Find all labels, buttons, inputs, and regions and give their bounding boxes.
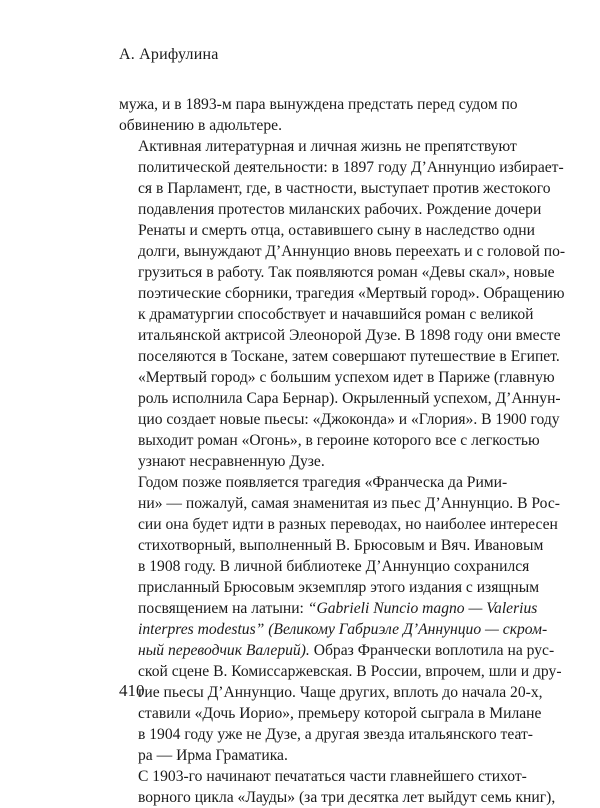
paragraph-4 xyxy=(119,766,556,808)
text-line: Годом позже появляется трагедия «Франческа да Рими- xyxy=(138,474,508,491)
text-line: ся в Парламент, где, в частности, выступает против жестокого xyxy=(138,180,551,197)
text-line: обвинению в адюльтере. xyxy=(119,117,282,134)
dedication-translation: (Великому Габриэле Д’Аннунцио — скром- xyxy=(264,621,548,638)
text-line xyxy=(119,640,555,661)
text-line: в 1908 году. В личной библиотеке Д’Аннунцио сохранился xyxy=(138,558,530,575)
text-line: в 1904 году уже не Дузе, а другая звезда итальянского теат- xyxy=(138,726,533,743)
paragraph-2 xyxy=(119,136,566,472)
text-line: ни» — пожалуй, самая знаменитая из пьес Д’Аннунцио. В Рос- xyxy=(138,495,560,512)
text-line: роль исполнила Сара Бернар). Окрыленный успехом, Д’Аннун- xyxy=(138,390,561,407)
running-head: А. Арифулина xyxy=(119,46,219,63)
text-line: «Мертвый город» с большим успехом идет в Париже (главную xyxy=(138,369,555,386)
text-line: Ренаты и смерть отца, оставившего сыну в наследство одни xyxy=(138,222,535,239)
text-line: сии она будет идти в разных переводах, но наиболее интересен xyxy=(138,516,558,533)
text-line: долги, вынуждают Д’Аннунцио вновь переехать и с головой по- xyxy=(138,243,566,260)
page-number: 410 xyxy=(119,681,145,700)
text-line: гие пьесы Д’Аннунцио. Чаще других, вплоть до начала 20-х, xyxy=(138,684,543,701)
paragraph-1 xyxy=(119,94,518,136)
text-line: ставили «Дочь Иорио», премьеру которой сыграла в Милане xyxy=(138,705,542,722)
text-line: политической деятельности: в 1897 году Д’Аннунцио избирает- xyxy=(138,159,564,176)
latin-dedication: “Gabrieli Nuncio magno — Valerius xyxy=(307,600,538,617)
text-line xyxy=(119,619,548,640)
text-line: мужа, и в 1893-м пара вынуждена предстать перед судом по xyxy=(119,96,518,113)
text-line: грузиться в работу. Так появляются роман «Девы скал», новые xyxy=(138,264,555,281)
text-line: стихотворный, выполненный В. Брюсовым и Вяч. Ивановым xyxy=(138,537,544,554)
text-line xyxy=(119,598,538,619)
text-line: ра — Ирма Граматика. xyxy=(138,747,288,764)
text-line-roman: посвящением на латыни: xyxy=(138,600,304,617)
latin-dedication: interpres modestus” xyxy=(138,621,265,638)
text-line: присланный Брюсовым экземпляр этого издания с изящным xyxy=(138,579,540,596)
dedication-translation: ный переводчик Валерий). xyxy=(138,642,310,659)
text-line-roman: Образ Франчески воплотила на рус- xyxy=(309,642,555,659)
text-line: С 1903-го начинают печататься части главнейшего стихот- xyxy=(138,768,527,785)
paragraph-3 xyxy=(119,472,562,766)
text-line: итальянской актрисой Элеонорой Дузе. В 1898 году они вместе xyxy=(138,327,561,344)
body-text xyxy=(119,94,566,808)
text-line: узнают несравненную Дузе. xyxy=(138,453,325,470)
text-line: к драматургии способствует и начавшийся роман с великой xyxy=(138,306,534,323)
text-line: ворного цикла «Лауды» (за три десятка лет выйдут семь книг), xyxy=(138,789,556,806)
text-line: поэтические сборники, трагедия «Мертвый город». Обращению xyxy=(138,285,565,302)
text-line: Активная литературная и личная жизнь не препятствуют xyxy=(138,138,517,155)
text-line: цио создает новые пьесы: «Джоконда» и «Глория». В 1900 году xyxy=(138,411,560,428)
text-line: подавления протестов миланских рабочих. Рождение дочери xyxy=(138,201,542,218)
text-line: ской сцене В. Комиссаржевская. В России, впрочем, шли и дру- xyxy=(138,663,562,680)
text-line: выходит роман «Огонь», в героине которого все с легкостью xyxy=(138,432,540,449)
text-line: поселяются в Тоскане, затем совершают путешествие в Египет. xyxy=(138,348,560,365)
